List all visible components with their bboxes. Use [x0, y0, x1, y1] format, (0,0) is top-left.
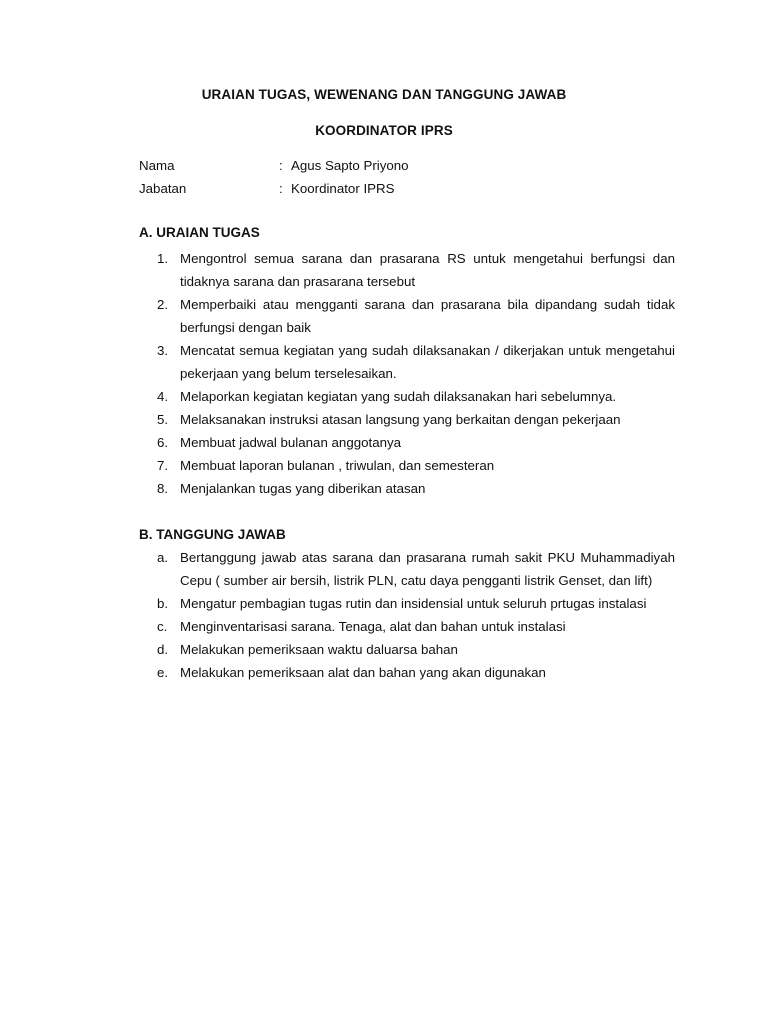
list-item [139, 408, 675, 431]
list-marker: 8. [157, 481, 169, 496]
list-marker: d. [157, 642, 169, 657]
field-label: Nama [139, 158, 175, 173]
list-marker: b. [157, 596, 169, 611]
field-colon: : [279, 158, 283, 173]
field-value: Agus Sapto Priyono [291, 158, 409, 173]
list-item [139, 385, 675, 408]
list-marker: c. [157, 619, 168, 634]
list-item [139, 293, 675, 339]
list-item [139, 454, 675, 477]
field-colon: : [279, 181, 283, 196]
list-item [139, 661, 675, 684]
list-item-text: Melaksanakan instruksi atasan langsung yang berkaitan dengan pekerjaan [180, 412, 621, 427]
list-marker: 6. [157, 435, 169, 450]
list-item-text: Melaporkan kegiatan kegiatan yang sudah dilaksanakan hari sebelumnya. [180, 389, 617, 404]
list-item-text: Membuat laporan bulanan , triwulan, dan semesteran [180, 458, 495, 473]
list-item [139, 247, 675, 293]
list-marker: 4. [157, 389, 169, 404]
section-heading-uraian-tugas: A. URAIAN TUGAS [139, 225, 260, 240]
field-value: Koordinator IPRS [291, 181, 395, 196]
list-marker: 2. [157, 297, 169, 312]
list-item [139, 546, 675, 592]
list-marker: e. [157, 665, 169, 680]
list-item-text: Melakukan pemeriksaan alat dan bahan yang akan digunakan [180, 665, 546, 680]
list-item-text: Bertanggung jawab atas sarana dan prasarana rumah sakit PKU Muhammadiyah Cepu ( sumber air bersih, listrik PLN, catu daya pengganti listrik Genset, dan lift) [180, 550, 675, 588]
list-item [139, 431, 675, 454]
document-subtitle: KOORDINATOR IPRS [315, 123, 453, 138]
list-item-text: Memperbaiki atau mengganti sarana dan prasarana bila dipandang sudah tidak berfungsi dengan baik [180, 297, 675, 335]
list-item [139, 339, 675, 385]
list-item [139, 592, 675, 615]
list-marker: 5. [157, 412, 169, 427]
list-marker: 3. [157, 343, 169, 358]
list-item-text: Mencatat semua kegiatan yang sudah dilaksanakan / dikerjakan untuk mengetahui pekerjaan yang belum terselesaikan. [180, 343, 675, 381]
list-item-text: Melakukan pemeriksaan waktu daluarsa bahan [180, 642, 458, 657]
field-label: Jabatan [139, 181, 187, 196]
list-item-text: Menginventarisasi sarana. Tenaga, alat dan bahan untuk instalasi [180, 619, 566, 634]
tanggung-jawab-list [139, 546, 675, 684]
document-title: URAIAN TUGAS, WEWENANG DAN TANGGUNG JAWAB [201, 87, 567, 102]
list-item [139, 638, 675, 661]
list-item-text: Membuat jadwal bulanan anggotanya [180, 435, 402, 450]
uraian-tugas-list [139, 247, 675, 500]
list-item [139, 615, 675, 638]
list-marker: a. [157, 550, 169, 565]
list-marker: 1. [157, 251, 169, 266]
list-item-text: Mengontrol semua sarana dan prasarana RS untuk mengetahui berfungsi dan tidaknya sarana dan prasarana tersebut [180, 251, 675, 289]
list-marker: 7. [157, 458, 169, 473]
list-item [139, 477, 675, 500]
list-item-text: Mengatur pembagian tugas rutin dan insidensial untuk seluruh prtugas instalasi [180, 596, 647, 611]
section-heading-tanggung-jawab: B. TANGGUNG JAWAB [139, 527, 286, 542]
list-item-text: Menjalankan tugas yang diberikan atasan [180, 481, 426, 496]
